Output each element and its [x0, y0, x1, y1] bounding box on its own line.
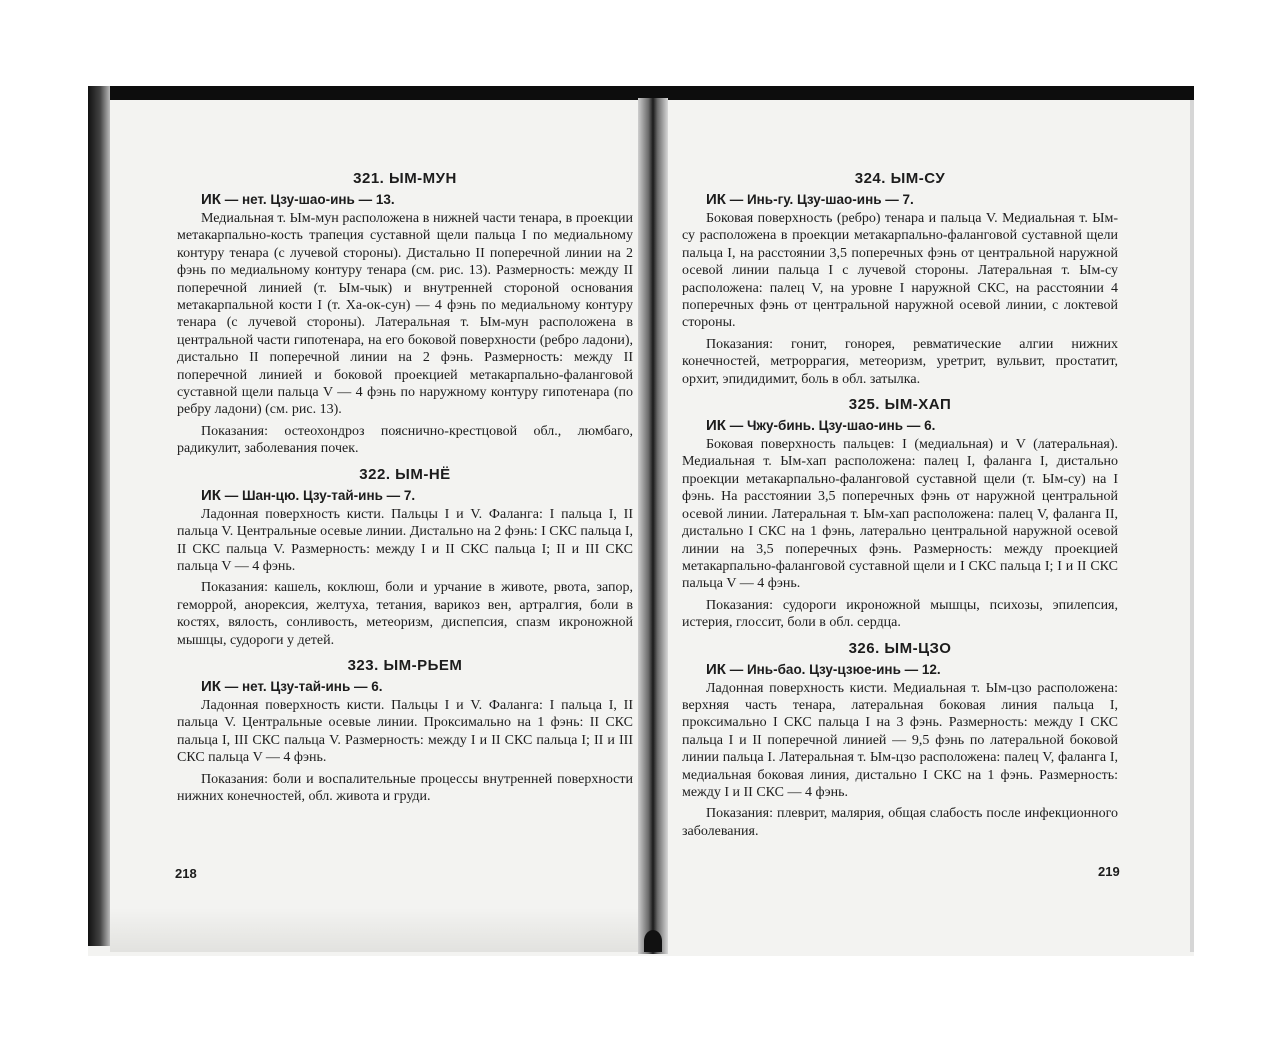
- ik-text: — нет. Цзу-шао-инь — 13.: [220, 192, 395, 207]
- section-322: [177, 466, 633, 649]
- indications: Показания: боли и воспалительные процессы внутренней поверхности нижних конечностей, обл. живота и груди.: [177, 771, 633, 804]
- ik-line: [706, 417, 1118, 434]
- ik-label: ИК: [201, 486, 221, 504]
- page-number-left: 218: [175, 866, 197, 881]
- paragraph: Ладонная поверхность кисти. Медиальная т. Ым-цзо расположена: верхняя часть тенара, латеральная боковая линия пальца I, проксимально I СКС пальца I на 3 фэнь. Размерность: между I СКС пальца I и II поперечной линией — 9,5 фэнь по латеральной боковой линии пальца I. Латеральная т. Ым-цзо расположена: палец V, фаланга I, медиальная боковая линия, дистально I СКС на 1 фэнь. Размерность: между I и II СКС — 4 фэнь.: [682, 680, 1118, 800]
- paragraph: Ладонная поверхность кисти. Пальцы I и V. Фаланга: I пальца I, II пальца V. Центральные осевые линии. Дистально на 2 фэнь: I СКС пальца I, II СКС пальца V. Размерность: между I и II СКС пальца I; II и III СКС пальца V — 4 фэнь.: [177, 506, 633, 574]
- section-321: [177, 170, 633, 458]
- ik-text: — Инь-гу. Цзу-шао-инь — 7.: [725, 192, 914, 207]
- right-page: [682, 166, 1118, 848]
- gutter-shadow: [644, 930, 662, 952]
- section-325: [682, 396, 1118, 631]
- section-title: 324. ЫМ-СУ: [854, 170, 946, 187]
- scan-bottom-shadow: [110, 908, 640, 952]
- indications: Показания: остеохондроз пояснично-крестцовой обл., люмбаго, радикулит, заболевания почек.: [177, 423, 633, 457]
- ik-label: ИК: [706, 660, 726, 678]
- ik-line: [201, 678, 633, 695]
- ik-line: [201, 191, 633, 208]
- indications: Показания: гонит, гонорея, ревматические алгии нижних конечностей, метроррагия, метеоризм, уретрит, вульвит, простатит, орхит, эпидидимит, боль в обл. затылка.: [682, 336, 1118, 387]
- left-page: [177, 166, 633, 813]
- ik-text: — нет. Цзу-тай-инь — 6.: [220, 678, 383, 694]
- paragraph: Ладонная поверхность кисти. Пальцы I и V. Фаланга: I пальца I, II пальца V. Центральные осевые линии. Проксимально на 1 фэнь: II СКС пальца I, III СКС пальца V. Размерность: между I и II СКС пальца I; II и III СКС пальца V — 4 фэнь.: [177, 697, 633, 766]
- section-title: 325. ЫМ-ХАП: [848, 396, 952, 414]
- indications: Показания: кашель, коклюш, боли и урчание в животе, рвота, запор, геморрой, анорексия, желтуха, тетания, варикоз вен, артралгия, боли в костях, вялость, сонливость, метеоризм, диспепсия, спазм икроножной мышцы, судороги у детей.: [177, 580, 633, 648]
- section-title: 321. ЫМ-МУН: [353, 170, 457, 187]
- paragraph: Медиальная т. Ым-мун расположена в нижней части тенара, в проекции метакарпально-кость трапеция суставной щели пальца I по медиальному контуру тенара (с лучевой стороны). Дистально II поперечной линии на 2 фэнь по медиальному контуру тенара (см. рис. 13). Размерность: между II поперечной линией (т. Ым-чык) и внутренней стороной основания метакарпальной кости I (т. Ха-ок-сун) — 4 фэнь по медиальному контуру тенара (с лучевой стороны). Латеральная т. Ым-мун расположена в центральной части гипотенара, на его боковой поверхности (ребро ладони), дистально II поперечной линии на 2 фэнь. Размерность: между II поперечной линией и боковой проекцией метакарпально-фаланговой суставной щели пальца V — 4 фэнь по наружному контуру гипотенара (по ребру ладони) (см. рис. 13).: [177, 211, 633, 418]
- paragraph: Боковая поверхность пальцев: I (медиальная) и V (латеральная). Медиальная т. Ым-хап расположена: палец I, фаланга I, дистально проекции метакарпально-фаланговой суставной щели (т. Ым-су) на I фэнь. На расстоянии 3,5 поперечных фэнь от наружной центральной осевой линии. Латеральная т. Ым-хап расположена: палец V, фаланга II, дистально I СКС на 1 фэнь, латерально центральной наружной осевой линии на 3,5 поперечных фэнь. Размерность: между проекцией метакарпально-фаланговой суставной щели и I СКС пальца I; I и II СКС пальца V — 4 фэнь.: [682, 437, 1118, 592]
- page-number-right: 219: [1098, 864, 1120, 879]
- ik-text: — Инь-бао. Цзу-цзюе-инь — 12.: [725, 661, 941, 677]
- ik-line: [706, 661, 1118, 678]
- paragraph: Боковая поверхность (ребро) тенара и пальца V. Медиальная т. Ым-су расположена в проекции метакарпально-фаланговой суставной щели пальца I, на расстоянии 3,5 поперечных фэнь от центральной наружной осевой линии пальца I с лучевой стороны. Латеральная т. Ым-су расположена: палец V, на уровне I наружной СКС, на расстоянии 4 поперечных фэнь от центральной наружной осевой линии, с локтевой стороны.: [682, 211, 1118, 331]
- ik-label: ИК: [706, 417, 726, 435]
- scan-left-edge: [88, 86, 110, 946]
- book-gutter: [638, 98, 668, 954]
- section-323: [177, 657, 633, 805]
- ik-line: [201, 487, 633, 504]
- ik-text: — Чжу-бинь. Цзу-шао-инь — 6.: [725, 418, 936, 434]
- ik-label: ИК: [201, 677, 221, 695]
- section-title: 326. ЫМ-ЦЗО: [848, 639, 952, 657]
- ik-text: — Шан-цю. Цзу-тай-инь — 7.: [220, 487, 416, 503]
- section-324: [682, 170, 1118, 388]
- ik-label: ИК: [201, 191, 221, 208]
- section-title: 323. ЫМ-РЬЕМ: [347, 656, 463, 674]
- indications: Показания: судороги икроножной мышцы, психозы, эпилепсия, истерия, глоссит, боли в обл. сердца.: [682, 597, 1118, 631]
- ik-label: ИК: [706, 191, 726, 208]
- section-title: 322. ЫМ-НЁ: [359, 465, 451, 483]
- section-326: [682, 640, 1118, 841]
- indications: Показания: плеврит, малярия, общая слабость после инфекционного заболевания.: [682, 806, 1118, 839]
- ik-line: [706, 191, 1118, 208]
- scan-right-edge: [1190, 100, 1194, 952]
